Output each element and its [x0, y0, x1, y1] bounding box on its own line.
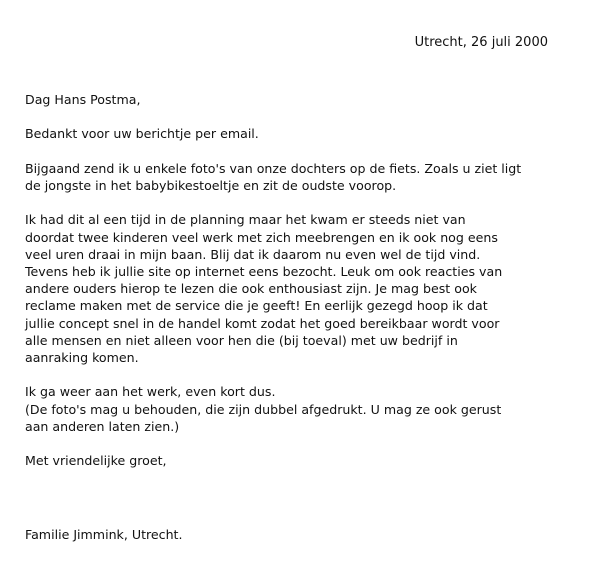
paragraph-line: (De foto's mag u behouden, die zijn dubbel afgedrukt. U mag ze ook gerust — [25, 401, 502, 417]
paragraph-line: veel uren draai in mijn baan. Blij dat ik daarom nu even wel de tijd vind. — [25, 246, 481, 262]
place-date: Utrecht, 26 juli 2000 — [414, 35, 548, 50]
paragraph-line: Ik ga weer aan het werk, even kort dus. — [25, 384, 276, 400]
paragraph-line: doordat twee kinderen veel werk met zich meebrengen en ik ook nog eens — [25, 229, 498, 245]
closing: Met vriendelijke groet, — [25, 453, 167, 469]
paragraph-work — [25, 383, 570, 435]
paragraph-line: Ik had dit al een tijd in de planning maar het kwam er steeds niet van — [25, 212, 466, 228]
paragraph-line: andere ouders hierop te lezen die ook enthousiast zijn. Je mag best ook — [25, 281, 477, 297]
signature: Familie Jimmink, Utrecht. — [25, 527, 183, 542]
paragraph-line: Tevens heb ik jullie site op internet eens bezocht. Leuk om ook reacties van — [25, 263, 503, 279]
paragraph-line: Bijgaand zend ik u enkele foto's van onze dochters op de fiets. Zoals u ziet ligt — [25, 160, 522, 176]
paragraph-line: aanraking komen. — [25, 350, 139, 365]
thanks-line: Bedankt voor uw berichtje per email. — [25, 126, 259, 142]
paragraph-line: aan anderen laten zien.) — [25, 418, 180, 434]
letter-body — [25, 91, 570, 487]
paragraph-line: jullie concept snel in de handel komt zodat het goed bereikbaar wordt voor — [25, 315, 500, 331]
paragraph-line: de jongste in het babybikestoeltje en zit de oudste voorop. — [25, 177, 397, 193]
salutation: Dag Hans Postma, — [25, 92, 141, 107]
paragraph-line: reclame maken met de service die je geeft! En eerlijk gezegd hoop ik dat — [25, 298, 488, 314]
paragraph-line: alle mensen en niet alleen voor hen die (bij toeval) met uw bedrijf in — [25, 332, 458, 348]
paragraph-photos — [25, 160, 570, 194]
paragraph-planning — [25, 211, 570, 366]
